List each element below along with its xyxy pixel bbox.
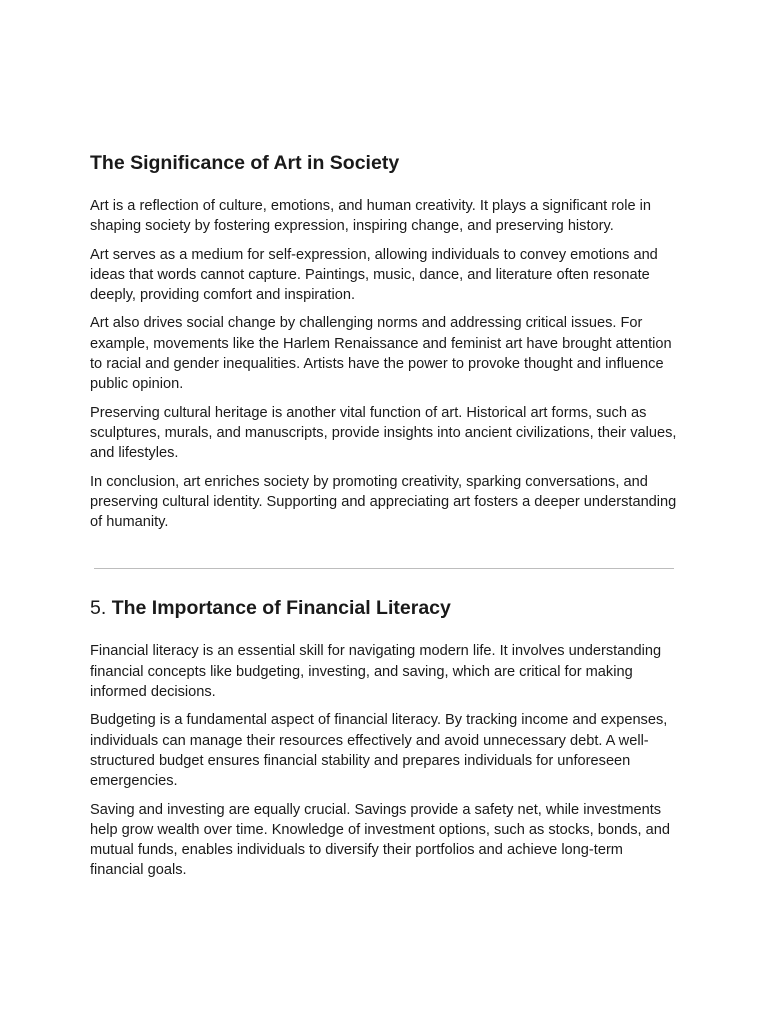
paragraph: Art also drives social change by challenging norms and addressing critical issues. For example, movements like the Harlem Renaissance and feminist art have brought attention to racial and gender inequalities. Artists have the power to provoke thought and influence public opinion. [90, 315, 672, 393]
paragraph: Budgeting is a fundamental aspect of financial literacy. By tracking income and expenses, individuals can manage their resources effectively and avoid unnecessary debt. A well-structured budget ensures financial stability and prepares individuals for unforeseen emergencies. [90, 712, 668, 790]
heading-text: The Significance of Art in Society [90, 152, 400, 174]
paragraph: Art serves as a medium for self-expression, allowing individuals to convey emotions and ideas that words cannot capture. Paintings, music, dance, and literature often resonate deeply, providing comfort and inspiration. [90, 246, 658, 304]
section-heading [90, 595, 680, 621]
heading-text: The Importance of Financial Literacy [111, 597, 451, 620]
section-divider [94, 568, 674, 569]
paragraph: Art is a reflection of culture, emotions, and human creativity. It plays a significant role in shaping society by fostering expression, inspiring change, and preserving history. [90, 198, 652, 235]
document-page [90, 150, 680, 889]
section-number: 5. [90, 597, 107, 620]
paragraph: In conclusion, art enriches society by promoting creativity, sparking conversations, and preserving cultural identity. Supporting and appreciating art fosters a deeper understanding of humanity. [90, 473, 677, 531]
paragraph: Saving and investing are equally crucial. Savings provide a safety net, while investments help grow wealth over time. Knowledge of investment options, such as stocks, bonds, and mutual funds, enables individuals to diversify their portfolios and achieve long-term financial goals. [90, 801, 671, 879]
section-heading [90, 150, 680, 176]
paragraph: Preserving cultural heritage is another vital function of art. Historical art forms, such as sculptures, murals, and manuscripts, provide insights into ancient civilizations, their values, and lifestyles. [90, 404, 677, 462]
section-art-in-society [90, 150, 680, 532]
paragraph: Financial literacy is an essential skill for navigating modern life. It involves understanding financial concepts like budgeting, investing, and saving, which are critical for making informed decisions. [90, 643, 662, 701]
section-financial-literacy [90, 595, 680, 880]
